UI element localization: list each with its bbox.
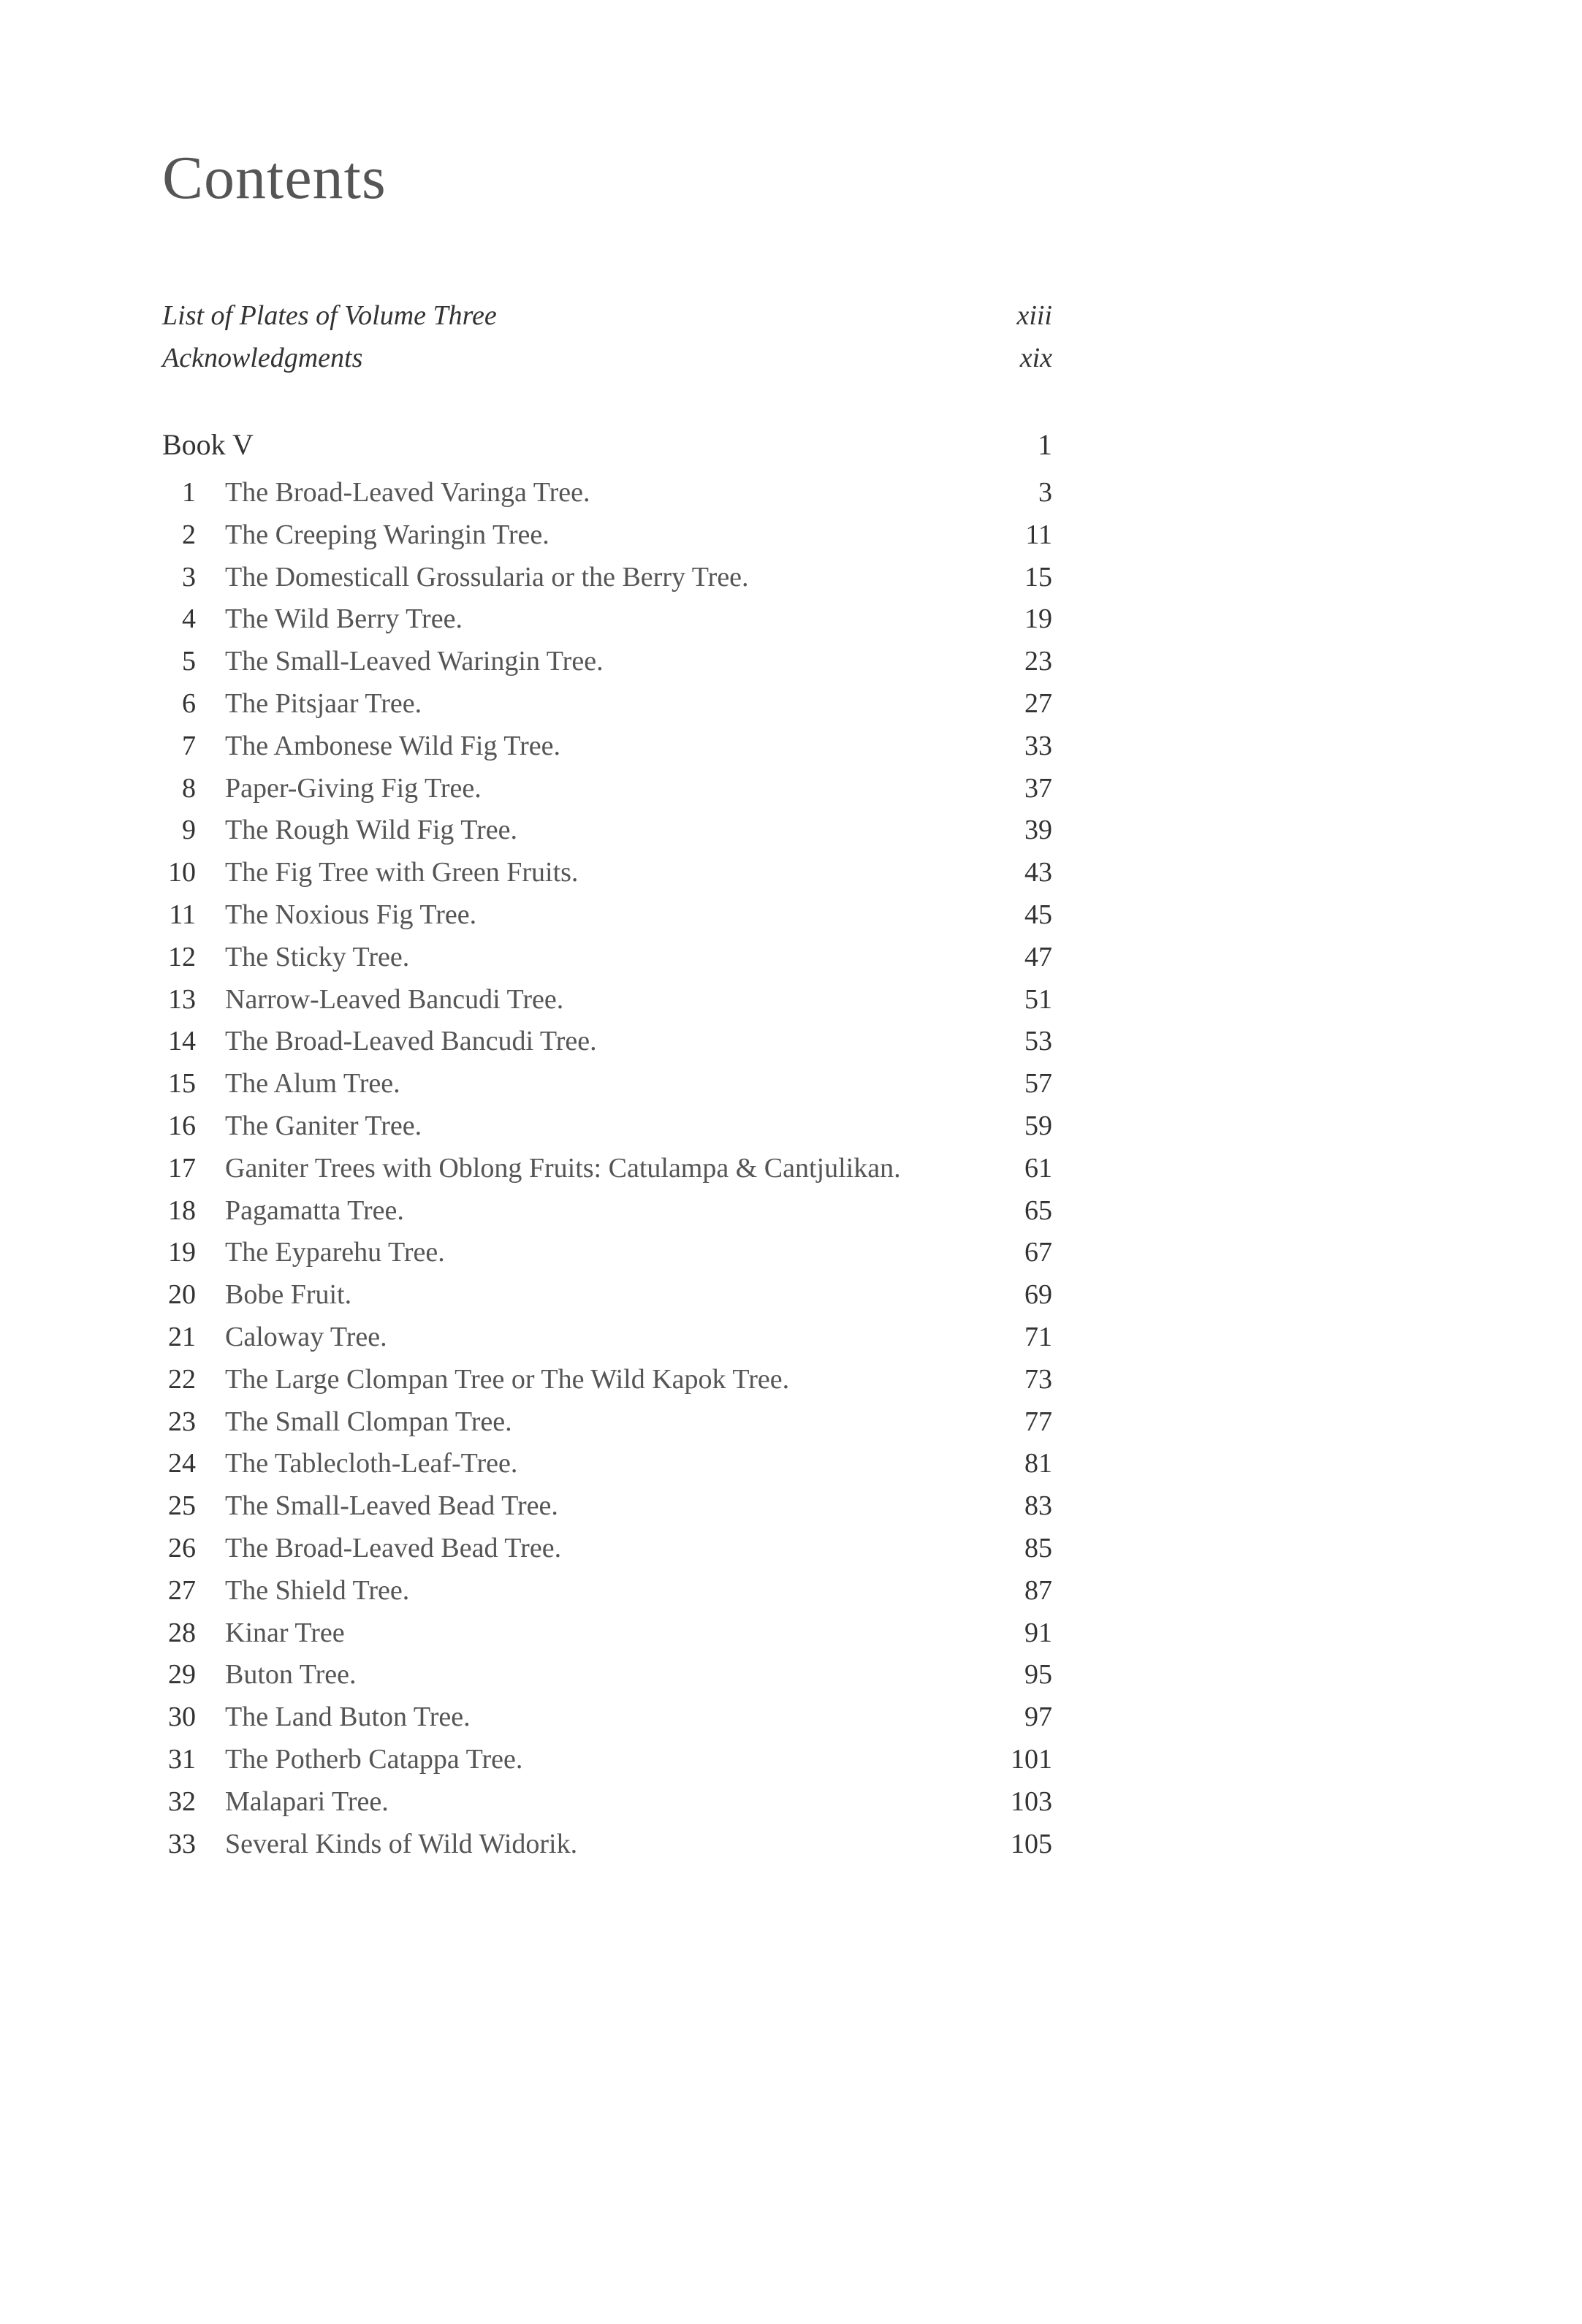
entry-title: The Land Buton Tree. [225, 1702, 471, 1733]
entry-title: Malapari Tree. [225, 1786, 389, 1817]
toc-book-heading[interactable] [162, 427, 1052, 462]
toc-entry[interactable] [162, 730, 1052, 772]
entry-page: 59 [1024, 1110, 1052, 1141]
entry-number: 27 [168, 1574, 196, 1606]
entry-title: Buton Tree. [225, 1659, 357, 1691]
entry-page: 83 [1024, 1490, 1052, 1522]
entry-number: 4 [182, 603, 196, 635]
toc-entry[interactable] [162, 772, 1052, 815]
entry-title: Paper-Giving Fig Tree. [225, 772, 482, 804]
entry-page: 85 [1024, 1532, 1052, 1563]
entry-page: 65 [1024, 1195, 1052, 1226]
entry-title: Narrow-Leaved Bancudi Tree. [225, 983, 564, 1015]
entry-page: 95 [1024, 1659, 1052, 1691]
book-page: 1 [1038, 428, 1052, 461]
entry-number: 26 [168, 1532, 196, 1563]
toc-front-label: Acknowledgments [162, 343, 363, 373]
entry-page: 105 [1011, 1828, 1052, 1859]
toc-entry[interactable] [162, 519, 1052, 561]
entry-title: The Large Clompan Tree or The Wild Kapok Tree. [225, 1363, 790, 1395]
entry-page: 39 [1024, 815, 1052, 846]
entry-number: 17 [168, 1152, 196, 1184]
entry-title: The Small Clompan Tree. [225, 1406, 512, 1437]
entry-title: The Broad-Leaved Varinga Tree. [225, 477, 590, 508]
toc-entry[interactable] [162, 983, 1052, 1026]
entry-number: 25 [168, 1490, 196, 1522]
toc-front-page: xiii [1016, 300, 1052, 331]
entry-number: 18 [168, 1195, 196, 1226]
toc-entry[interactable] [162, 1321, 1052, 1363]
toc-entry[interactable] [162, 1574, 1052, 1617]
entry-title: The Rough Wild Fig Tree. [225, 815, 517, 846]
entry-page: 81 [1024, 1448, 1052, 1479]
entry-number: 5 [182, 646, 196, 677]
entry-page: 87 [1024, 1574, 1052, 1606]
toc-entry[interactable] [162, 1406, 1052, 1448]
entry-title: The Tablecloth-Leaf-Tree. [225, 1448, 518, 1479]
toc-entry[interactable] [162, 1152, 1052, 1195]
page-title: Contents [162, 144, 387, 212]
entry-page: 15 [1024, 561, 1052, 593]
entry-title: The Noxious Fig Tree. [225, 899, 477, 930]
entry-page: 53 [1024, 1026, 1052, 1057]
toc-front-item[interactable] [162, 300, 1052, 342]
entry-title: The Ambonese Wild Fig Tree. [225, 730, 561, 761]
toc-entry[interactable] [162, 687, 1052, 730]
entry-title: Kinar Tree [225, 1617, 345, 1648]
toc-entry[interactable] [162, 1110, 1052, 1152]
entry-number: 1 [182, 477, 196, 508]
entry-page: 57 [1024, 1068, 1052, 1100]
entry-page: 97 [1024, 1702, 1052, 1733]
entry-number: 2 [182, 519, 196, 550]
entry-page: 77 [1024, 1406, 1052, 1437]
entry-number: 20 [168, 1279, 196, 1311]
entry-number: 19 [168, 1237, 196, 1268]
toc-entry[interactable] [162, 1490, 1052, 1532]
entry-number: 32 [168, 1786, 196, 1817]
entry-title: The Sticky Tree. [225, 941, 410, 972]
entry-title: Caloway Tree. [225, 1321, 387, 1352]
entry-page: 61 [1024, 1152, 1052, 1184]
entry-title: The Domesticall Grossularia or the Berry Tree. [225, 561, 749, 593]
entry-number: 21 [168, 1321, 196, 1352]
entry-number: 30 [168, 1702, 196, 1733]
entry-page: 37 [1024, 772, 1052, 804]
entry-page: 91 [1024, 1617, 1052, 1648]
entry-number: 29 [168, 1659, 196, 1691]
toc-entry[interactable] [162, 1701, 1052, 1743]
entry-number: 3 [182, 561, 196, 593]
toc-entry[interactable] [162, 1236, 1052, 1279]
entry-title: The Small-Leaved Waringin Tree. [225, 646, 604, 677]
entry-page: 45 [1024, 899, 1052, 930]
toc-entry[interactable] [162, 1658, 1052, 1701]
entry-number: 15 [168, 1068, 196, 1100]
entry-number: 33 [168, 1828, 196, 1859]
entry-number: 13 [168, 983, 196, 1015]
entry-title: Ganiter Trees with Oblong Fruits: Catulampa & Cantjulikan. [225, 1152, 901, 1184]
book-label: Book V [162, 428, 254, 461]
toc-entry[interactable] [162, 1532, 1052, 1574]
entry-title: The Small-Leaved Bead Tree. [225, 1490, 558, 1522]
toc-entry[interactable] [162, 476, 1052, 519]
entry-title: The Fig Tree with Green Fruits. [225, 857, 579, 888]
entry-page: 3 [1038, 477, 1052, 508]
toc-front-page: xix [1019, 343, 1052, 373]
entry-number: 24 [168, 1448, 196, 1479]
toc-entry[interactable] [162, 1447, 1052, 1490]
toc-entry[interactable] [162, 1279, 1052, 1321]
entry-title: The Potherb Catappa Tree. [225, 1743, 523, 1775]
toc-entry[interactable] [162, 1025, 1052, 1067]
entry-number: 9 [182, 815, 196, 846]
entry-title: The Eyparehu Tree. [225, 1237, 445, 1268]
entry-page: 69 [1024, 1279, 1052, 1311]
toc-entry[interactable] [162, 561, 1052, 603]
entry-page: 101 [1011, 1743, 1052, 1775]
toc-entry[interactable] [162, 1195, 1052, 1237]
entry-page: 51 [1024, 983, 1052, 1015]
entry-page: 11 [1025, 519, 1052, 550]
entry-number: 7 [182, 730, 196, 761]
entry-title: The Broad-Leaved Bancudi Tree. [225, 1026, 597, 1057]
entry-title: The Shield Tree. [225, 1574, 410, 1606]
entry-page: 73 [1024, 1363, 1052, 1395]
toc-entry[interactable] [162, 899, 1052, 941]
entry-page: 43 [1024, 857, 1052, 888]
entry-page: 47 [1024, 941, 1052, 972]
entry-title: The Wild Berry Tree. [225, 603, 463, 635]
toc-entry[interactable] [162, 1363, 1052, 1406]
toc-entry[interactable] [162, 941, 1052, 983]
entry-page: 71 [1024, 1321, 1052, 1352]
entry-number: 28 [168, 1617, 196, 1648]
entry-number: 31 [168, 1743, 196, 1775]
entry-number: 14 [168, 1026, 196, 1057]
entry-page: 23 [1024, 646, 1052, 677]
entry-title: Pagamatta Tree. [225, 1195, 404, 1226]
entry-title: Several Kinds of Wild Widorik. [225, 1828, 578, 1859]
entry-page: 33 [1024, 730, 1052, 761]
toc-entry[interactable] [162, 645, 1052, 687]
toc-entry[interactable] [162, 1786, 1052, 1828]
entry-title: The Broad-Leaved Bead Tree. [225, 1532, 562, 1563]
entry-page: 19 [1024, 603, 1052, 635]
entry-page: 67 [1024, 1237, 1052, 1268]
entry-number: 6 [182, 687, 196, 719]
entry-number: 16 [168, 1110, 196, 1141]
entry-number: 12 [168, 941, 196, 972]
entry-number: 11 [169, 899, 196, 930]
entry-page: 103 [1011, 1786, 1052, 1817]
entry-number: 22 [168, 1363, 196, 1395]
entry-number: 23 [168, 1406, 196, 1437]
entry-page: 27 [1024, 687, 1052, 719]
entry-title: The Alum Tree. [225, 1068, 400, 1100]
entry-title: Bobe Fruit. [225, 1279, 352, 1311]
entry-number: 10 [168, 857, 196, 888]
toc-entry[interactable] [162, 1067, 1052, 1110]
toc-front-label: List of Plates of Volume Three [162, 300, 497, 331]
entry-title: The Ganiter Tree. [225, 1110, 422, 1141]
toc-entry[interactable] [162, 1617, 1052, 1659]
entry-title: The Pitsjaar Tree. [225, 687, 422, 719]
entry-number: 8 [182, 772, 196, 804]
entry-title: The Creeping Waringin Tree. [225, 519, 549, 550]
toc-entry-list [162, 476, 1052, 1870]
toc-entry[interactable] [162, 856, 1052, 899]
toc-entry[interactable] [162, 1828, 1052, 1870]
toc-entry[interactable] [162, 603, 1052, 645]
toc-entry[interactable] [162, 814, 1052, 856]
toc-entry[interactable] [162, 1743, 1052, 1786]
toc-front-item[interactable] [162, 342, 1052, 384]
